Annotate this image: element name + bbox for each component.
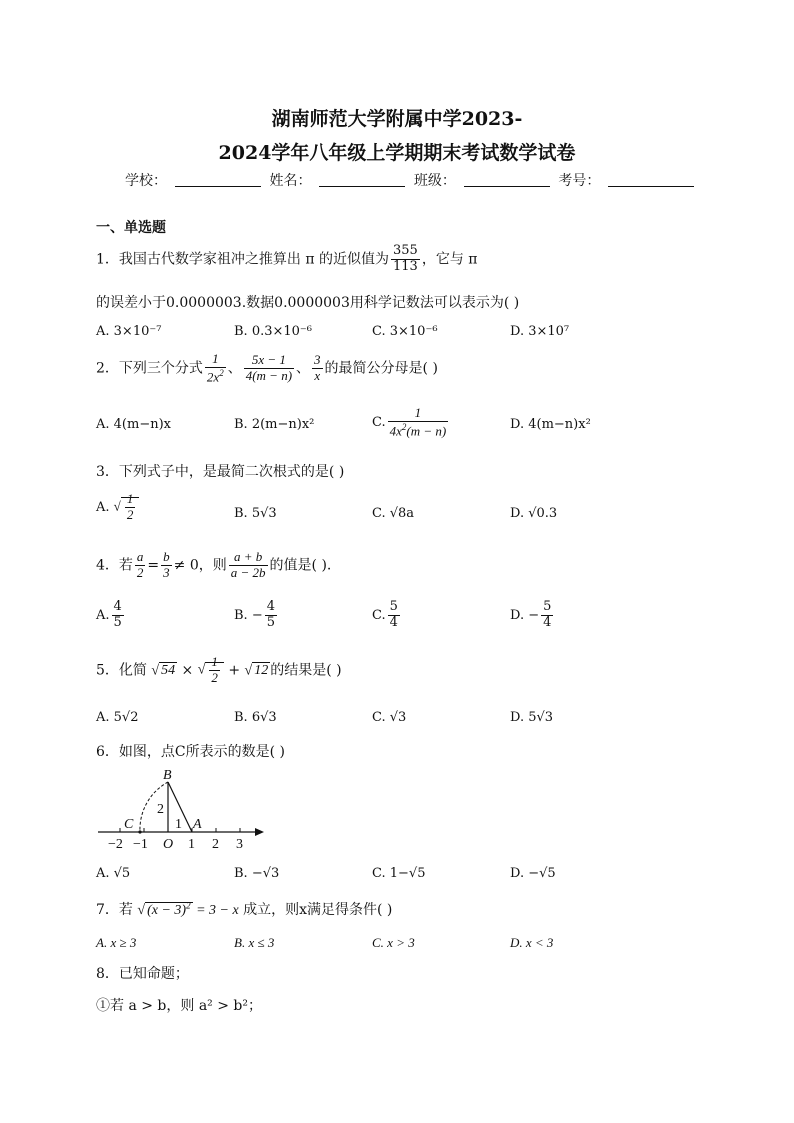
fraction-3-over-x: $\frac{3}{x}$ bbox=[314, 352, 321, 384]
point-c bbox=[138, 830, 141, 833]
q4-option-c[interactable]: C. $\frac{5}{4}$ bbox=[372, 599, 398, 630]
id-blank[interactable] bbox=[608, 186, 694, 187]
tick-label-neg2: −2 bbox=[108, 837, 123, 852]
school-label: 学校： bbox=[125, 173, 167, 189]
label-b: B bbox=[163, 768, 172, 783]
q4-option-b[interactable]: B. − $\frac{4}{5}$ bbox=[234, 599, 275, 630]
q5-option-d[interactable]: D. 5√3 bbox=[510, 710, 554, 725]
q1-option-a[interactable]: A. 3×10⁻⁷ bbox=[96, 324, 162, 339]
tick-label-2: 2 bbox=[212, 837, 219, 852]
q6-option-d[interactable]: D. −√5 bbox=[510, 866, 556, 881]
q5-option-c[interactable]: C. √3 bbox=[372, 710, 407, 725]
question-6-stem: 6．如图，点C所表示的数是( ) bbox=[96, 744, 285, 760]
fraction-1-over-2x2: $\frac{1}{2x^2}$ bbox=[206, 351, 224, 385]
question-5-stem: 5．化简 √ 54 × √ $\frac{1}{2}$ + √ 12 的结果是( ) bbox=[96, 654, 342, 685]
q2-option-c[interactable]: C. $\frac{1}{4x^2(m - n)}$ bbox=[372, 405, 447, 439]
q7-option-d[interactable]: D. x < 3 bbox=[510, 935, 554, 950]
q2-option-a[interactable]: A. 4(m−n)x bbox=[96, 417, 171, 432]
question-1-stem: 1．我国古代数学家祖冲之推算出 π 的近似值为 $\frac{355}{113}$ ，它与 π bbox=[96, 243, 478, 274]
q7-option-b[interactable]: B. x ≤ 3 bbox=[234, 935, 275, 950]
q7-option-a[interactable]: A. x ≥ 3 bbox=[96, 935, 137, 950]
q4-option-a[interactable]: A. $\frac{4}{5}$ bbox=[96, 599, 122, 630]
q5-option-b[interactable]: B. 6√3 bbox=[234, 710, 277, 725]
fraction-355-113: $\frac{355}{113}$ bbox=[393, 243, 418, 274]
class-label: 班级： bbox=[413, 173, 456, 189]
q1-option-d[interactable]: D. 3×10⁷ bbox=[510, 324, 570, 339]
q2-option-d[interactable]: D. 4(m−n)x² bbox=[510, 417, 591, 432]
q7-option-c[interactable]: C. x > 3 bbox=[372, 935, 415, 950]
q3-option-a[interactable]: A. √ $\frac{1}{2}$ bbox=[96, 492, 139, 523]
question-8-stem: 8．已知命题； bbox=[96, 966, 189, 982]
q6-option-a[interactable]: A. √5 bbox=[96, 866, 131, 881]
id-label: 考号： bbox=[558, 173, 601, 189]
question-1-stem-line2: 的误差小于0.0000003.数据0.0000003用科学记数法可以表示为( ) bbox=[96, 295, 520, 311]
page-title-line2: 2024学年八年级上学期期末考试数学试卷 bbox=[218, 142, 576, 164]
q3-option-d[interactable]: D. √0.3 bbox=[510, 506, 558, 521]
question-8-proposition-1: ①若 a > b，则 a² > b²； bbox=[96, 998, 263, 1014]
fraction-5x-1: $\frac{5x - 1}{4(m - n)}$ bbox=[245, 352, 293, 384]
q1-option-c[interactable]: C. 3×10⁻⁶ bbox=[372, 324, 438, 339]
q5-option-a[interactable]: A. 5√2 bbox=[96, 710, 139, 725]
label-a: A bbox=[193, 817, 202, 832]
question-3-stem: 3．下列式子中，是最简二次根式的是( ) bbox=[96, 464, 345, 480]
question-2-stem: 2．下列三个分式 $\frac{1}{2x^2}$ 、 $\frac{5x - 1}{4(m - n)}$ 、 $\frac{3}{x}$ 的最简公分母是( ) bbox=[96, 351, 438, 385]
question-4-stem: 4．若 $\frac{a}{2}$ = $\frac{b}{3}$ ≠ 0，则 $\frac{a + b}{a - 2b}$ 的值是( ). bbox=[96, 549, 332, 580]
section-title: 一、单选题 bbox=[96, 220, 166, 236]
school-blank[interactable] bbox=[175, 186, 261, 187]
q6-option-c[interactable]: C. 1−√5 bbox=[372, 866, 426, 881]
q2-option-b[interactable]: B. 2(m−n)x² bbox=[234, 417, 315, 432]
label-1-base: 1 bbox=[175, 817, 182, 832]
question-7-stem: 7．若 √ $(x - 3)^2 = 3 - x$ 成立，则x满足得条件( ) bbox=[96, 900, 393, 918]
q4-option-d[interactable]: D. − $\frac{5}{4}$ bbox=[510, 599, 552, 630]
q1-option-b[interactable]: B. 0.3×10⁻⁶ bbox=[234, 324, 312, 339]
label-2-vertical: 2 bbox=[157, 802, 164, 817]
name-label: 姓名： bbox=[269, 173, 312, 189]
q6-option-b[interactable]: B. −√3 bbox=[234, 866, 280, 881]
label-c: C bbox=[124, 817, 134, 832]
student-info-line bbox=[125, 170, 698, 190]
name-blank[interactable] bbox=[319, 186, 405, 187]
q3-option-b[interactable]: B. 5√3 bbox=[234, 506, 277, 521]
page-title-line1: 湖南师范大学附属中学2023- bbox=[271, 108, 523, 130]
axis-arrow bbox=[255, 828, 264, 836]
tick-label-1: 1 bbox=[188, 837, 195, 852]
number-line-figure bbox=[96, 766, 268, 852]
q3-option-c[interactable]: C. √8a bbox=[372, 506, 415, 521]
tick-label-neg1: −1 bbox=[133, 837, 148, 852]
tick-label-o: O bbox=[163, 837, 174, 852]
class-blank[interactable] bbox=[464, 186, 550, 187]
tick-label-3: 3 bbox=[236, 837, 243, 852]
